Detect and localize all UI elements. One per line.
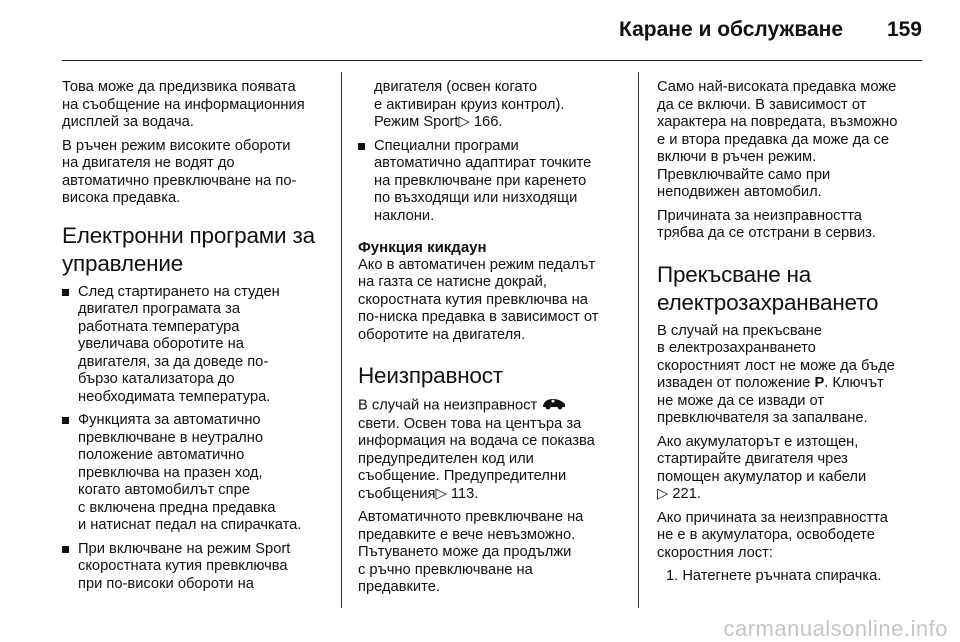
ref-arrow-icon: ▷ [657, 486, 669, 502]
gear-position-p: P [814, 375, 825, 391]
programs-list-continued [358, 138, 633, 226]
programs-list [62, 284, 332, 594]
header-rule [62, 60, 922, 61]
step-1: 1. Натегнете ръчната спирачка. [666, 568, 882, 584]
bullet-marker [62, 289, 69, 296]
column-divider-1 [341, 72, 342, 608]
page-reference: 113. [450, 485, 479, 502]
ref-arrow-icon: ▷ [435, 485, 447, 502]
paragraph-message: Това може да предизвика появата на съобщение на информационния дисплей за водача. [62, 79, 305, 130]
paragraph-manual-shifting: Автоматичното превключване на предавките е вече невъзможно. Пътуването може да продължи с ръчно превключване на предавките. [358, 509, 584, 595]
list-item: Функцията за автоматично превключване в неутрално положение автоматично превключва на празен ход, когато автомобилът спре с включена предна предавка и натиснат педал на спирачката. [62, 412, 332, 535]
paragraph-service: Причината за неизправността трябва да се отстрани в сервиз. [657, 207, 876, 241]
column-1 [62, 79, 332, 593]
heading-power-interruption: Прекъсване на електрозахранването [657, 261, 879, 315]
bullet-marker [62, 546, 69, 553]
heading-electronic-programs: Електронни програми за управление [62, 222, 315, 276]
bullet-marker [358, 143, 365, 150]
page-reference: 221. [672, 486, 701, 502]
list-item: След стартирането на студен двигател програмата за работната температура увеличава оборотите на двигателя, за да доведе по- бързо катализатора до необходимата температура. [62, 284, 332, 407]
watermark: carmanualsonline.info [723, 616, 948, 641]
list-item-continued: двигателя (освен когато е активиран круиз контрол). Режим Sport▷ 166. [374, 79, 565, 130]
paragraph-battery: Ако акумулаторът е изтощен, стартирайте двигателя чрез помощен акумулатор и кабели ▷ 221. [657, 433, 867, 502]
paragraph-kickdown: Ако в автоматичен режим педалът на газта се натисне докрай, скоростната кутия превключва на по-ниска предавка в зависимост от оборотите на двигателя. [358, 256, 599, 343]
column-2 [358, 79, 633, 603]
running-title: Каране и обслужване [619, 18, 843, 41]
ref-arrow-icon: ▷ [458, 114, 470, 130]
heading-kickdown: Функция кикдаун [358, 239, 487, 256]
heading-fault: Неизправност [358, 363, 503, 388]
bullet-marker [62, 417, 69, 424]
list-item: Специални програми автоматично адаптират точките на превключване при каренето по възходящи или низходящи наклони. [358, 138, 633, 226]
column-divider-2 [638, 72, 639, 608]
paragraph-release-lever: Ако причината за неизправността не е в акумулатора, освободете скоростния лост: [657, 509, 888, 561]
transmission-warning-icon [541, 396, 567, 416]
page-reference: 166. [473, 114, 503, 130]
list-item: При включване на режим Sport скоростната кутия превключва при по-високи обороти на [62, 541, 332, 594]
page-number: 159 [886, 18, 922, 41]
page-header [0, 0, 960, 62]
paragraph-fault: В случай на неизправност свети. Освен това на центъра за информация на водача се показва предупредителен код или съобщение. Предупредителни съобщения▷ 113. [358, 397, 595, 502]
column-3 [657, 79, 925, 592]
paragraph-power-interruption: В случай на прекъсване в електрозахранването скоростният лост не може да бъде изваден от положение P. Ключът не може да се извади от превключвателя за запалване. [657, 322, 895, 426]
paragraph-highest-gear: Само най-високата предавка може да се включи. В зависимост от характера на повредата, възможно е и втора предавка да може да се включи в ръчен режим. Превключвайте само при неподвижен автомобил. [657, 79, 898, 200]
paragraph-manual-mode: В ръчен режим високите обороти на двигателя не водят до автоматично превключване на по- висока предавка. [62, 137, 297, 206]
